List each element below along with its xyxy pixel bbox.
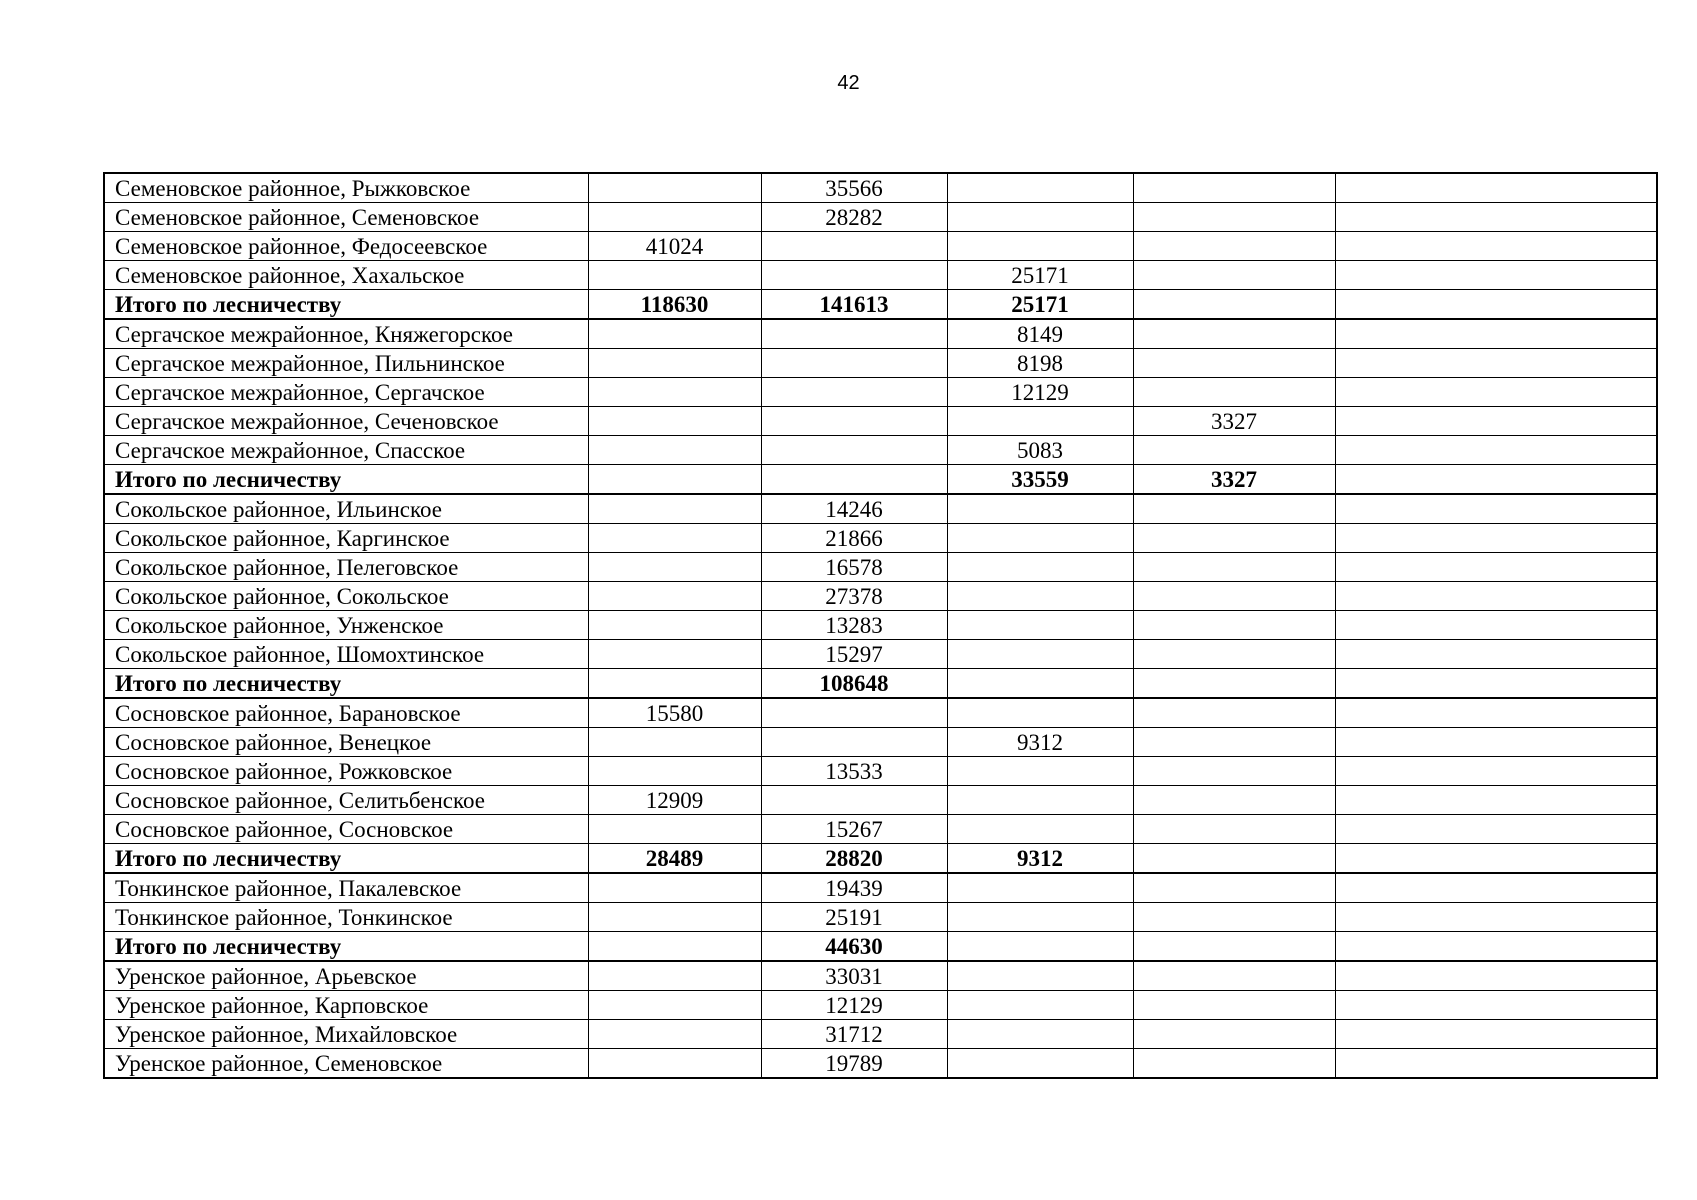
value-cell-col5: [1335, 465, 1657, 495]
total-label: Итого по лесничеству: [104, 290, 588, 320]
value-cell-col2: 12129: [761, 991, 947, 1020]
value-cell-col1: [588, 407, 761, 436]
value-cell-col3: 25171: [947, 261, 1133, 290]
value-cell-col2: 15267: [761, 815, 947, 844]
value-cell-col1: 28489: [588, 844, 761, 874]
total-row: [104, 669, 1657, 699]
value-cell-col1: [588, 757, 761, 786]
value-cell-col2: [761, 465, 947, 495]
table-row: [104, 319, 1657, 349]
value-cell-col1: 12909: [588, 786, 761, 815]
forestry-name-cell: Сокольское районное, Пелеговское: [104, 553, 588, 582]
value-cell-col2: 13283: [761, 611, 947, 640]
forestry-name-cell: Сергачское межрайонное, Сеченовское: [104, 407, 588, 436]
value-cell-col3: 9312: [947, 844, 1133, 874]
value-cell-col1: [588, 465, 761, 495]
value-cell-col2: [761, 728, 947, 757]
value-cell-col5: [1335, 436, 1657, 465]
value-cell-col5: [1335, 1049, 1657, 1079]
value-cell-col4: [1133, 698, 1335, 728]
value-cell-col3: [947, 524, 1133, 553]
value-cell-col3: [947, 903, 1133, 932]
table-row: [104, 582, 1657, 611]
forestry-name-cell: Семеновское районное, Семеновское: [104, 203, 588, 232]
value-cell-col5: [1335, 873, 1657, 903]
value-cell-col2: [761, 698, 947, 728]
value-cell-col2: 19789: [761, 1049, 947, 1079]
value-cell-col1: [588, 903, 761, 932]
table-row: [104, 524, 1657, 553]
value-cell-col1: [588, 669, 761, 699]
table-row: [104, 611, 1657, 640]
value-cell-col1: [588, 1020, 761, 1049]
table-row: [104, 786, 1657, 815]
value-cell-col2: 27378: [761, 582, 947, 611]
table-row: [104, 815, 1657, 844]
value-cell-col5: [1335, 991, 1657, 1020]
total-row: [104, 290, 1657, 320]
value-cell-col4: [1133, 669, 1335, 699]
value-cell-col3: 9312: [947, 728, 1133, 757]
forestry-name-cell: Сосновское районное, Рожковское: [104, 757, 588, 786]
value-cell-col2: [761, 232, 947, 261]
forestry-table-body: [104, 173, 1657, 1078]
value-cell-col3: [947, 873, 1133, 903]
value-cell-col1: [588, 728, 761, 757]
value-cell-col4: [1133, 232, 1335, 261]
value-cell-col5: [1335, 553, 1657, 582]
table-row: [104, 757, 1657, 786]
value-cell-col1: [588, 640, 761, 669]
value-cell-col5: [1335, 290, 1657, 320]
value-cell-col3: [947, 932, 1133, 962]
value-cell-col3: [947, 669, 1133, 699]
value-cell-col5: [1335, 669, 1657, 699]
total-label: Итого по лесничеству: [104, 669, 588, 699]
value-cell-col1: [588, 553, 761, 582]
value-cell-col5: [1335, 1020, 1657, 1049]
value-cell-col4: [1133, 319, 1335, 349]
value-cell-col2: 13533: [761, 757, 947, 786]
table-row: [104, 436, 1657, 465]
value-cell-col4: [1133, 903, 1335, 932]
value-cell-col2: [761, 436, 947, 465]
value-cell-col1: [588, 173, 761, 203]
total-label: Итого по лесничеству: [104, 465, 588, 495]
value-cell-col1: [588, 436, 761, 465]
forestry-name-cell: Сергачское межрайонное, Сергачское: [104, 378, 588, 407]
value-cell-col4: [1133, 640, 1335, 669]
value-cell-col4: [1133, 961, 1335, 991]
value-cell-col4: [1133, 611, 1335, 640]
table-row: [104, 203, 1657, 232]
value-cell-col4: [1133, 1020, 1335, 1049]
table-row: [104, 991, 1657, 1020]
value-cell-col4: [1133, 524, 1335, 553]
value-cell-col4: [1133, 261, 1335, 290]
value-cell-col4: [1133, 378, 1335, 407]
forestry-name-cell: Сокольское районное, Унженское: [104, 611, 588, 640]
value-cell-col3: [947, 815, 1133, 844]
value-cell-col5: [1335, 932, 1657, 962]
value-cell-col4: [1133, 1049, 1335, 1079]
value-cell-col3: [947, 173, 1133, 203]
value-cell-col1: [588, 873, 761, 903]
forestry-name-cell: Сосновское районное, Венецкое: [104, 728, 588, 757]
value-cell-col1: 15580: [588, 698, 761, 728]
table-row: [104, 640, 1657, 669]
forestry-name-cell: Тонкинское районное, Тонкинское: [104, 903, 588, 932]
value-cell-col5: [1335, 903, 1657, 932]
value-cell-col3: [947, 611, 1133, 640]
value-cell-col5: [1335, 815, 1657, 844]
value-cell-col1: 41024: [588, 232, 761, 261]
forestry-name-cell: Сергачское межрайонное, Спасское: [104, 436, 588, 465]
table-row: [104, 728, 1657, 757]
value-cell-col5: [1335, 582, 1657, 611]
value-cell-col5: [1335, 757, 1657, 786]
value-cell-col3: [947, 553, 1133, 582]
value-cell-col4: [1133, 728, 1335, 757]
value-cell-col4: 3327: [1133, 407, 1335, 436]
value-cell-col2: 33031: [761, 961, 947, 991]
forestry-table: [103, 172, 1658, 1079]
value-cell-col2: 31712: [761, 1020, 947, 1049]
value-cell-col3: 12129: [947, 378, 1133, 407]
forestry-name-cell: Сергачское межрайонное, Пильнинское: [104, 349, 588, 378]
value-cell-col2: 28282: [761, 203, 947, 232]
value-cell-col3: [947, 407, 1133, 436]
value-cell-col1: [588, 261, 761, 290]
value-cell-col4: [1133, 494, 1335, 524]
value-cell-col1: 118630: [588, 290, 761, 320]
value-cell-col1: [588, 203, 761, 232]
value-cell-col1: [588, 991, 761, 1020]
value-cell-col4: [1133, 553, 1335, 582]
forestry-name-cell: Сосновское районное, Сосновское: [104, 815, 588, 844]
table-row: [104, 1049, 1657, 1079]
value-cell-col2: [761, 319, 947, 349]
value-cell-col2: [761, 407, 947, 436]
value-cell-col1: [588, 494, 761, 524]
value-cell-col3: [947, 757, 1133, 786]
value-cell-col4: [1133, 844, 1335, 874]
value-cell-col1: [588, 524, 761, 553]
value-cell-col4: [1133, 349, 1335, 378]
value-cell-col2: 15297: [761, 640, 947, 669]
value-cell-col3: [947, 582, 1133, 611]
table-row: [104, 407, 1657, 436]
value-cell-col2: 141613: [761, 290, 947, 320]
value-cell-col3: [947, 640, 1133, 669]
forestry-name-cell: Сокольское районное, Шомохтинское: [104, 640, 588, 669]
value-cell-col3: 8198: [947, 349, 1133, 378]
forestry-name-cell: Сокольское районное, Каргинское: [104, 524, 588, 553]
value-cell-col5: [1335, 203, 1657, 232]
table-row: [104, 232, 1657, 261]
value-cell-col3: [947, 494, 1133, 524]
value-cell-col4: [1133, 203, 1335, 232]
page-number: 42: [837, 72, 860, 94]
table-row: [104, 173, 1657, 203]
forestry-name-cell: Уренское районное, Арьевское: [104, 961, 588, 991]
value-cell-col2: 44630: [761, 932, 947, 962]
forestry-name-cell: Уренское районное, Карповское: [104, 991, 588, 1020]
value-cell-col3: [947, 961, 1133, 991]
value-cell-col1: [588, 815, 761, 844]
value-cell-col5: [1335, 494, 1657, 524]
value-cell-col5: [1335, 319, 1657, 349]
forestry-name-cell: Сергачское межрайонное, Княжегорское: [104, 319, 588, 349]
total-row: [104, 932, 1657, 962]
table-row: [104, 494, 1657, 524]
forestry-name-cell: Сосновское районное, Селитьбенское: [104, 786, 588, 815]
value-cell-col2: 35566: [761, 173, 947, 203]
forestry-name-cell: Сокольское районное, Сокольское: [104, 582, 588, 611]
value-cell-col3: [947, 698, 1133, 728]
total-row: [104, 465, 1657, 495]
value-cell-col2: [761, 786, 947, 815]
value-cell-col3: 5083: [947, 436, 1133, 465]
value-cell-col1: [588, 378, 761, 407]
value-cell-col1: [588, 349, 761, 378]
value-cell-col2: 28820: [761, 844, 947, 874]
value-cell-col5: [1335, 524, 1657, 553]
total-label: Итого по лесничеству: [104, 844, 588, 874]
value-cell-col4: [1133, 173, 1335, 203]
table-row: [104, 903, 1657, 932]
value-cell-col1: [588, 319, 761, 349]
value-cell-col3: [947, 786, 1133, 815]
table-row: [104, 698, 1657, 728]
value-cell-col4: [1133, 757, 1335, 786]
value-cell-col5: [1335, 961, 1657, 991]
value-cell-col5: [1335, 640, 1657, 669]
value-cell-col3: [947, 203, 1133, 232]
value-cell-col2: 108648: [761, 669, 947, 699]
value-cell-col5: [1335, 232, 1657, 261]
forestry-name-cell: Семеновское районное, Федосеевское: [104, 232, 588, 261]
forestry-name-cell: Тонкинское районное, Пакалевское: [104, 873, 588, 903]
value-cell-col5: [1335, 407, 1657, 436]
value-cell-col2: 16578: [761, 553, 947, 582]
value-cell-col5: [1335, 698, 1657, 728]
table-row: [104, 873, 1657, 903]
value-cell-col1: [588, 932, 761, 962]
value-cell-col3: 33559: [947, 465, 1133, 495]
value-cell-col5: [1335, 378, 1657, 407]
value-cell-col3: [947, 1020, 1133, 1049]
forestry-name-cell: Семеновское районное, Хахальское: [104, 261, 588, 290]
value-cell-col2: 25191: [761, 903, 947, 932]
value-cell-col5: [1335, 786, 1657, 815]
value-cell-col5: [1335, 349, 1657, 378]
forestry-name-cell: Семеновское районное, Рыжковское: [104, 173, 588, 203]
value-cell-col2: [761, 349, 947, 378]
value-cell-col5: [1335, 844, 1657, 874]
value-cell-col3: 25171: [947, 290, 1133, 320]
total-label: Итого по лесничеству: [104, 932, 588, 962]
value-cell-col3: [947, 1049, 1133, 1079]
value-cell-col2: 14246: [761, 494, 947, 524]
value-cell-col3: 8149: [947, 319, 1133, 349]
table-row: [104, 553, 1657, 582]
table-row: [104, 961, 1657, 991]
value-cell-col5: [1335, 611, 1657, 640]
value-cell-col4: [1133, 436, 1335, 465]
value-cell-col1: [588, 582, 761, 611]
value-cell-col2: [761, 378, 947, 407]
value-cell-col4: [1133, 815, 1335, 844]
value-cell-col4: [1133, 786, 1335, 815]
value-cell-col5: [1335, 173, 1657, 203]
forestry-name-cell: Сосновское районное, Барановское: [104, 698, 588, 728]
value-cell-col2: 21866: [761, 524, 947, 553]
value-cell-col3: [947, 232, 1133, 261]
value-cell-col3: [947, 991, 1133, 1020]
value-cell-col1: [588, 961, 761, 991]
table-row: [104, 1020, 1657, 1049]
value-cell-col4: [1133, 290, 1335, 320]
value-cell-col4: [1133, 991, 1335, 1020]
forestry-name-cell: Сокольское районное, Ильинское: [104, 494, 588, 524]
total-row: [104, 844, 1657, 874]
forestry-name-cell: Уренское районное, Семеновское: [104, 1049, 588, 1079]
forestry-name-cell: Уренское районное, Михайловское: [104, 1020, 588, 1049]
value-cell-col2: [761, 261, 947, 290]
value-cell-col4: 3327: [1133, 465, 1335, 495]
value-cell-col4: [1133, 932, 1335, 962]
table-row: [104, 349, 1657, 378]
value-cell-col5: [1335, 261, 1657, 290]
value-cell-col1: [588, 611, 761, 640]
value-cell-col4: [1133, 873, 1335, 903]
value-cell-col4: [1133, 582, 1335, 611]
table-row: [104, 261, 1657, 290]
value-cell-col5: [1335, 728, 1657, 757]
value-cell-col1: [588, 1049, 761, 1079]
value-cell-col2: 19439: [761, 873, 947, 903]
table-row: [104, 378, 1657, 407]
